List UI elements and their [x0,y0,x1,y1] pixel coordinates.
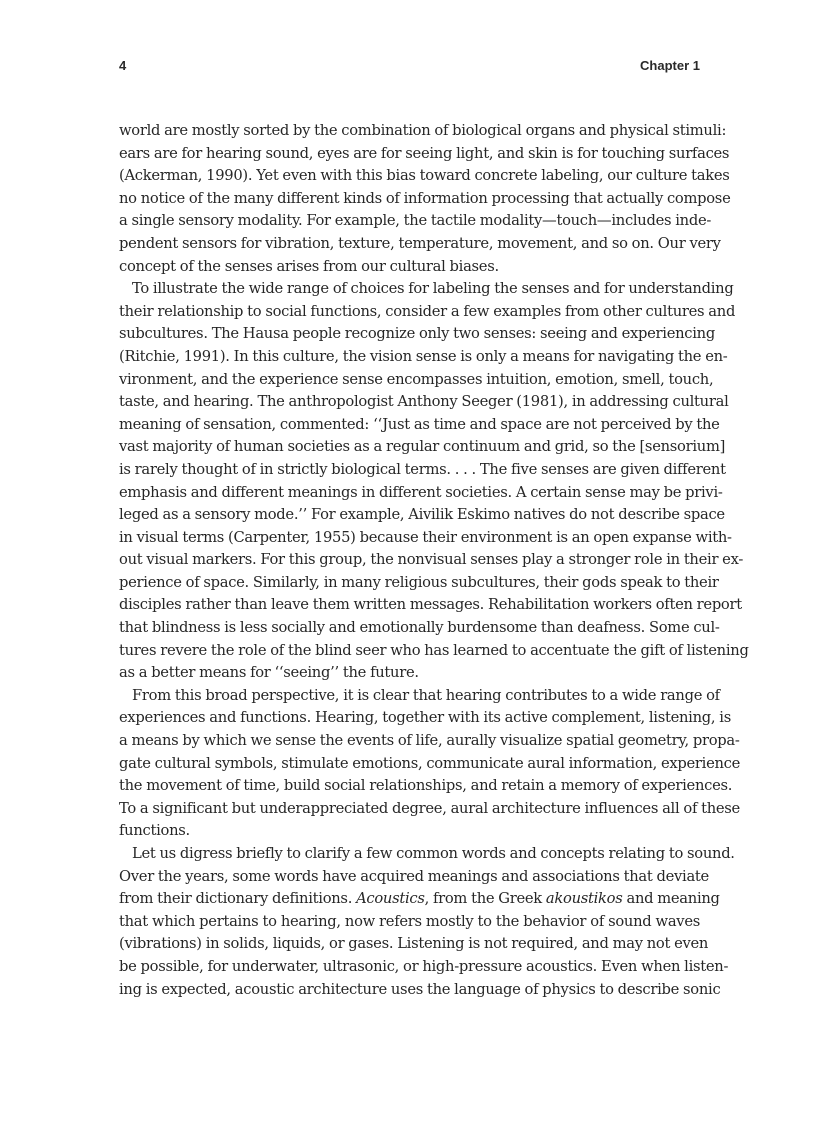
text-line: their relationship to social functions, consider a few examples from other cultures and [119,302,736,320]
text-line: To a significant but underappreciated degree, aural architecture influences all of these [119,799,740,817]
text-line: no notice of the many different kinds of information processing that actually compose [119,189,731,207]
body-text [119,120,749,1001]
paragraph-4 [119,843,735,1001]
text-line: vast majority of human societies as a regular continuum and grid, so the [sensorium] [119,438,726,456]
text-line: (Ackerman, 1990). Yet even with this bias toward concrete labeling, our culture takes [119,167,730,185]
text-line: (Ritchie, 1991). In this culture, the vision sense is only a means for navigating the en- [119,347,728,365]
text-line: To illustrate the wide range of choices for labeling the senses and for understanding [132,280,734,298]
text-line: vironment, and the experience sense encompasses intuition, emotion, smell, touch, [119,370,714,388]
text-line: emphasis and different meanings in different societies. A certain sense may be privi- [119,483,723,501]
running-head [119,58,700,78]
paragraph-1 [119,120,731,278]
text-line: a single sensory modality. For example, the tactile modality—touch—includes inde- [119,212,712,230]
italic-term: Acoustics [356,890,425,908]
text-line: is rarely thought of in strictly biological terms. . . . The five senses are given different [119,460,726,478]
text-line: disciples rather than leave them written messages. Rehabilitation workers often report [119,596,742,614]
text-line: subcultures. The Hausa people recognize only two senses: seeing and experiencing [119,325,715,343]
text-line: meaning of sensation, commented: ‘‘Just as time and space are not perceived by the [119,415,720,433]
text-line: in visual terms (Carpenter, 1955) because their environment is an open expanse with- [119,528,732,546]
text-line: tures revere the role of the blind seer who has learned to accentuate the gift of listening [119,641,749,659]
text-line: that blindness is less socially and emotionally burdensome than deafness. Some cul- [119,619,720,637]
text-line: gate cultural symbols, stimulate emotions, communicate aural information, experience [119,754,741,772]
text-line: From this broad perspective, it is clear that hearing contributes to a wide range of [132,686,720,704]
text-line: Let us digress briefly to clarify a few common words and concepts relating to sound. [132,845,735,862]
text-line-with-italics [119,888,720,911]
text-line: experiences and functions. Hearing, together with its active complement, listening, is [119,709,731,727]
text-line: world are mostly sorted by the combination of biological organs and physical stimuli: [119,122,727,139]
text-line: (vibrations) in solids, liquids, or gases. Listening is not required, and may not even [119,935,709,953]
text-line: leged as a sensory mode.’’ For example, Aivilik Eskimo natives do not describe space [119,506,725,524]
text-line: pendent sensors for vibration, texture, temperature, movement, and so on. Our very [119,234,721,252]
text-line: a means by which we sense the events of life, aurally visualize spatial geometry, propa- [119,732,740,750]
text-line: be possible, for underwater, ultrasonic, or high-pressure acoustics. Even when listen- [119,957,729,975]
text-line: out visual markers. For this group, the nonvisual senses play a stronger role in their ex- [119,551,744,569]
text-line: ing is expected, acoustic architecture uses the language of physics to describe sonic [119,980,721,998]
text-line: the movement of time, build social relationships, and retain a memory of experiences. [119,777,733,795]
paragraph-3 [119,685,741,843]
text-segment: from their dictionary definitions. [119,890,357,908]
page-number: 4 [119,58,127,73]
text-line: Over the years, some words have acquired meanings and associations that deviate [119,867,709,885]
chapter-label: Chapter 1 [640,58,700,73]
text-line: perience of space. Similarly, in many religious subcultures, their gods speak to their [119,573,719,591]
text-segment: , from the Greek [424,890,546,908]
text-line: functions. [119,822,190,840]
italic-term: akoustikos [545,890,623,908]
paragraph-2 [119,278,749,685]
text-segment: and meaning [622,890,720,908]
text-line: as a better means for ‘‘seeing’’ the future. [119,664,419,682]
text-line: concept of the senses arises from our cultural biases. [119,257,499,275]
text-line: taste, and hearing. The anthropologist Anthony Seeger (1981), in addressing cultural [119,393,729,411]
text-line: ears are for hearing sound, eyes are for seeing light, and skin is for touching surfaces [119,144,730,162]
text-line: that which pertains to hearing, now refers mostly to the behavior of sound waves [119,912,700,930]
